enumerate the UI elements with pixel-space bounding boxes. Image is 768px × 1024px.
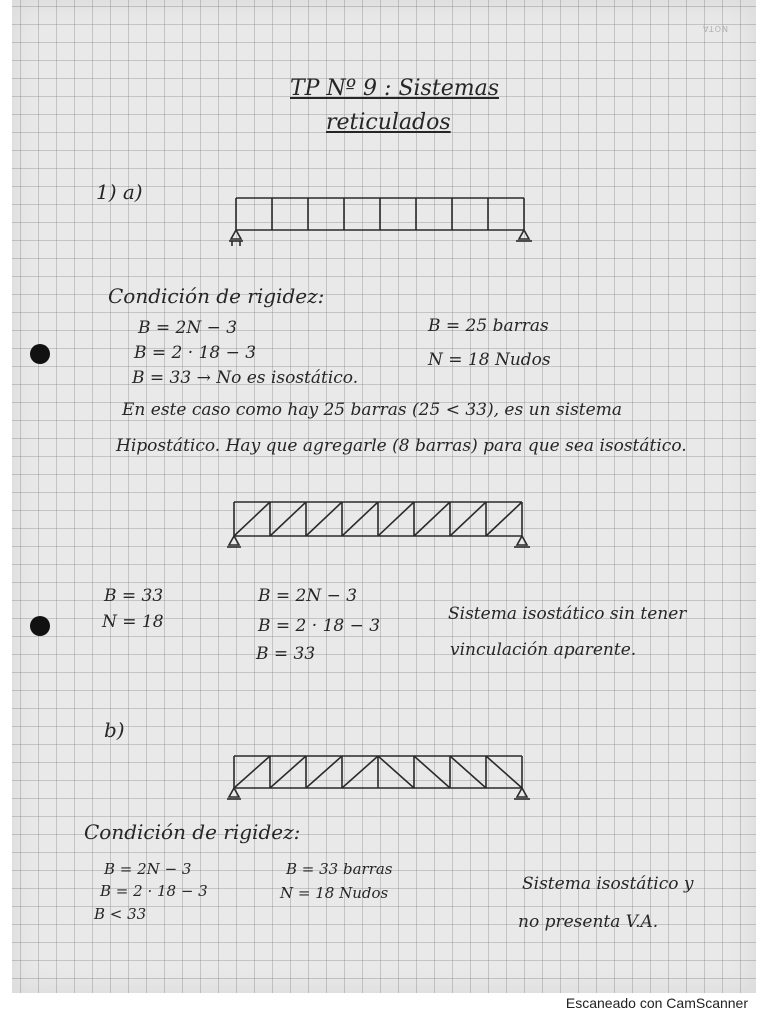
truss-diagram-1 — [226, 194, 536, 254]
given-nodes-a: N = 18 Nudos — [428, 350, 551, 370]
left-value-b: B = 33 — [104, 586, 164, 606]
truss-diagram-2 — [226, 498, 536, 558]
condition-heading-a: Condición de rigidez: — [108, 284, 325, 308]
formula-b-1: B = 2N − 3 — [104, 860, 192, 878]
binder-hole — [30, 344, 50, 364]
truss-diagram-3 — [226, 752, 536, 812]
scanner-watermark: Escaneado con CamScanner — [565, 995, 748, 1011]
formula-b-3: B < 33 — [94, 905, 147, 923]
page-subtitle: reticulados — [326, 110, 451, 135]
given-bars-b: B = 33 barras — [286, 860, 393, 878]
conclusion-b-line-2: no presenta V.A. — [518, 912, 659, 932]
section-a-label: 1) a) — [96, 180, 143, 204]
conclusion-a-line-2: vinculación aparente. — [450, 640, 637, 660]
condition-heading-b: Condición de rigidez: — [84, 820, 301, 844]
formula-a-3: B = 33 → No es isostático. — [132, 368, 359, 388]
formula-a2-2: B = 2 · 18 − 3 — [258, 616, 381, 636]
page-title: TP Nº 9 : Sistemas — [290, 76, 499, 101]
conclusion-b-line-1: Sistema isostático y — [522, 874, 694, 894]
sheet-brand: NOTA — [701, 24, 728, 33]
section-b-label: b) — [104, 718, 125, 742]
formula-a-1: B = 2N − 3 — [138, 318, 238, 338]
formula-a-2: B = 2 · 18 − 3 — [134, 343, 257, 363]
given-bars-a: B = 25 barras — [428, 316, 549, 336]
formula-a2-1: B = 2N − 3 — [258, 586, 358, 606]
notebook-sheet — [12, 0, 756, 993]
binder-hole — [30, 616, 50, 636]
formula-a2-3: B = 33 — [256, 644, 316, 664]
formula-b-2: B = 2 · 18 − 3 — [100, 882, 208, 900]
explanation-line-1: En este caso como hay 25 barras (25 < 33), es un sistema — [122, 400, 622, 420]
explanation-line-2: Hipostático. Hay que agregarle (8 barras) para que sea isostático. — [116, 436, 687, 456]
left-value-n: N = 18 — [102, 612, 164, 632]
conclusion-a-line-1: Sistema isostático sin tener — [448, 604, 687, 624]
given-nodes-b: N = 18 Nudos — [280, 884, 389, 902]
